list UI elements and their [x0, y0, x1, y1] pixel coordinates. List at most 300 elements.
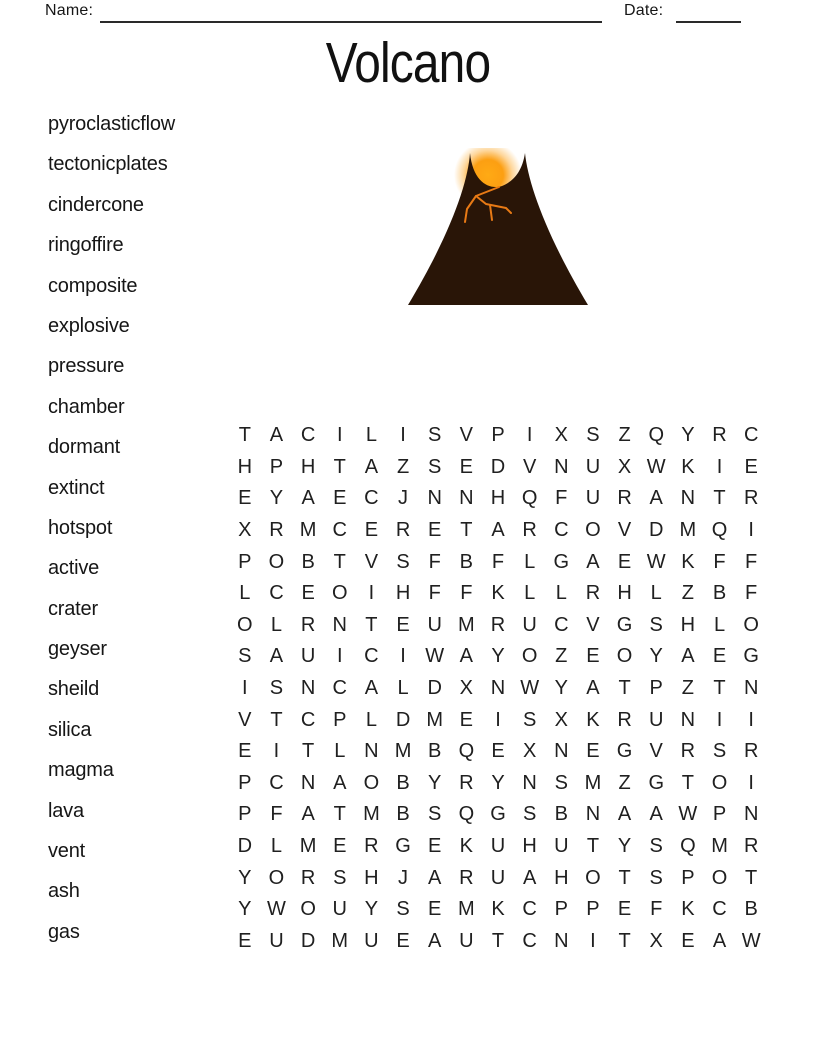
grid-cell: E — [459, 708, 474, 731]
grid-cell: R — [522, 519, 537, 542]
word-item: ash — [48, 880, 80, 903]
grid-cell: Q — [680, 834, 696, 857]
grid-cell: E — [238, 740, 252, 763]
grid-cell: N — [300, 771, 316, 794]
grid-cell: I — [716, 455, 723, 478]
grid-cell: A — [333, 771, 347, 794]
grid-cell: I — [526, 424, 533, 447]
grid-cell: Y — [238, 898, 252, 921]
grid-cell: M — [711, 834, 728, 857]
grid-cell: C — [269, 771, 284, 794]
grid-cell: U — [364, 929, 379, 952]
grid-cell: I — [400, 645, 406, 668]
grid-cell: E — [333, 487, 347, 510]
grid-cell: A — [364, 676, 379, 699]
grid-cell: H — [395, 582, 411, 605]
grid-cell: V — [617, 519, 632, 542]
grid-cell: C — [743, 424, 759, 447]
grid-cell: B — [396, 771, 410, 794]
grid-cell: S — [649, 866, 663, 889]
grid-cell: M — [363, 803, 380, 826]
grid-cell: A — [522, 866, 537, 889]
word-item: pressure — [48, 355, 125, 378]
grid-cell: Z — [396, 455, 410, 478]
word-item: pyroclasticflow — [48, 113, 176, 135]
grid-cell: A — [586, 676, 600, 699]
grid-cell: G — [395, 834, 411, 857]
grid-cell: H — [680, 613, 696, 636]
grid-cell: D — [395, 708, 411, 731]
grid-cell: R — [712, 424, 727, 447]
grid-cell: Y — [428, 771, 442, 794]
grid-cell: G — [616, 613, 633, 636]
grid-cell: R — [300, 866, 316, 889]
grid-cell: X — [554, 708, 568, 731]
grid-cell: S — [428, 455, 442, 478]
word-list — [48, 104, 175, 952]
grid-cell: P — [238, 550, 252, 573]
grid-cell: I — [336, 645, 343, 668]
grid-cell: C — [554, 613, 569, 636]
grid-cell: S — [712, 740, 727, 763]
grid-cell: W — [678, 803, 698, 826]
grid-cell: O — [711, 866, 728, 889]
grid-cell: O — [585, 866, 601, 889]
grid-cell: S — [238, 645, 252, 668]
grid-cell: F — [270, 803, 283, 826]
grid-cell: C — [554, 519, 569, 542]
grid-cell: R — [395, 519, 411, 542]
grid-cell: O — [585, 519, 601, 542]
grid-cell: S — [649, 834, 663, 857]
word-item: composite — [48, 274, 138, 297]
grid-cell: A — [617, 803, 632, 826]
grid-cell: H — [237, 455, 253, 478]
grid-cell: A — [269, 424, 284, 447]
grid-cell: N — [427, 487, 442, 510]
grid-cell: A — [428, 929, 442, 952]
grid-cell: S — [586, 424, 600, 447]
grid-cell: R — [364, 834, 379, 857]
grid-cell: C — [522, 929, 537, 952]
grid-cell: O — [711, 771, 728, 794]
word-item: dormant — [48, 436, 120, 459]
grid-cell: A — [491, 519, 505, 542]
grid-cell: E — [681, 929, 695, 952]
grid-cell: Z — [618, 424, 631, 447]
grid-cell: T — [270, 708, 283, 731]
grid-cell: R — [743, 487, 759, 510]
grid-cell: M — [299, 519, 317, 542]
grid-cell: B — [554, 803, 568, 826]
grid-cell: T — [745, 866, 758, 889]
grid-cell: I — [273, 740, 280, 763]
grid-cell: O — [743, 613, 759, 636]
grid-cell: X — [554, 424, 568, 447]
grid-cell: S — [522, 708, 537, 731]
grid-cell: E — [491, 740, 505, 763]
grid-cell: X — [238, 519, 252, 542]
grid-cell: A — [649, 803, 663, 826]
grid-cell: R — [743, 740, 759, 763]
grid-cell: Y — [649, 645, 663, 668]
word-item: tectonicplates — [48, 153, 168, 176]
grid-cell: Z — [681, 582, 694, 605]
grid-cell: O — [300, 898, 316, 921]
grid-cell: R — [585, 582, 601, 605]
grid-cell: F — [745, 550, 758, 573]
word-item: extinct — [48, 476, 105, 499]
grid-cell: L — [239, 582, 251, 605]
grid-cell: A — [681, 645, 695, 668]
grid-cell: B — [744, 898, 758, 921]
grid-cell: Q — [458, 740, 475, 763]
grid-cell: A — [712, 929, 727, 952]
grid-cell: B — [396, 803, 410, 826]
grid-cell: E — [586, 740, 600, 763]
page-title: Volcano — [325, 31, 491, 95]
grid-cell: Z — [555, 645, 568, 668]
grid-cell: C — [269, 582, 284, 605]
grid-cell: X — [459, 676, 474, 699]
grid-cell: O — [237, 613, 253, 636]
word-item: cindercone — [48, 193, 144, 216]
grid-cell: N — [554, 455, 569, 478]
word-item: magma — [48, 759, 114, 782]
grid-cell: R — [617, 487, 632, 510]
grid-cell: D — [427, 676, 442, 699]
grid-cell: I — [590, 929, 596, 952]
grid-cell: V — [459, 424, 474, 447]
grid-cell: A — [301, 803, 315, 826]
grid-cell: E — [586, 645, 600, 668]
grid-cell: L — [270, 613, 283, 636]
grid-cell: S — [428, 424, 442, 447]
word-item: geyser — [48, 638, 107, 661]
grid-cell: S — [396, 550, 410, 573]
grid-cell: W — [520, 676, 540, 699]
word-item: explosive — [48, 314, 130, 337]
grid-cell: H — [522, 834, 537, 857]
word-item: lava — [48, 799, 84, 822]
grid-cell: U — [522, 613, 537, 636]
grid-cell: E — [617, 550, 632, 573]
word-item: vent — [48, 840, 86, 863]
grid-cell: T — [618, 929, 631, 952]
grid-cell: I — [368, 582, 375, 605]
grid-cell: J — [398, 866, 409, 889]
grid-cell: L — [650, 582, 662, 605]
grid-cell: C — [712, 898, 727, 921]
grid-cell: A — [586, 550, 600, 573]
grid-cell: A — [428, 866, 442, 889]
grid-cell: U — [300, 645, 316, 668]
grid-cell: I — [495, 708, 501, 731]
grid-cell: C — [332, 676, 347, 699]
grid-cell: S — [396, 898, 410, 921]
grid-cell: E — [459, 455, 474, 478]
grid-cell: T — [713, 487, 726, 510]
grid-cell: N — [522, 771, 537, 794]
grid-cell: U — [490, 866, 506, 889]
grid-cell: G — [553, 550, 570, 573]
grid-cell: S — [269, 676, 284, 699]
grid-cell: G — [490, 803, 506, 826]
grid-cell: F — [713, 550, 726, 573]
grid-cell: E — [428, 834, 442, 857]
grid-cell: L — [365, 424, 377, 447]
grid-cell: H — [617, 582, 632, 605]
volcano-illustration — [404, 148, 592, 310]
grid-cell: N — [743, 803, 759, 826]
grid-cell: V — [586, 613, 600, 636]
grid-cell: P — [269, 455, 284, 478]
grid-cell: P — [238, 771, 252, 794]
grid-cell: N — [743, 676, 759, 699]
grid-cell: T — [302, 740, 315, 763]
grid-cell: F — [555, 487, 568, 510]
grid-cell: T — [238, 424, 251, 447]
grid-cell: W — [646, 550, 666, 573]
word-item: active — [48, 557, 100, 580]
grid-cell: M — [331, 929, 349, 952]
grid-cell: E — [238, 487, 252, 510]
grid-cell: G — [648, 771, 664, 794]
grid-cell: I — [748, 771, 754, 794]
grid-cell: T — [333, 550, 346, 573]
grid-cell: R — [459, 866, 474, 889]
grid-cell: C — [332, 519, 347, 542]
grid-cell: L — [713, 613, 726, 636]
grid-cell: B — [712, 582, 727, 605]
grid-cell: Q — [648, 424, 664, 447]
grid-cell: F — [745, 582, 758, 605]
name-label: Name: — [45, 2, 94, 19]
word-item: ringoffire — [48, 234, 124, 257]
grid-cell: E — [712, 645, 727, 668]
grid-cell: W — [741, 929, 761, 952]
grid-cell: D — [300, 929, 316, 952]
grid-cell: T — [681, 771, 694, 794]
grid-cell: N — [680, 487, 696, 510]
grid-cell: N — [332, 613, 347, 636]
grid-cell: Y — [554, 676, 568, 699]
grid-cell: X — [617, 455, 632, 478]
grid-cell: Y — [491, 645, 505, 668]
grid-cell: T — [586, 834, 600, 857]
grid-cell: S — [333, 866, 347, 889]
grid-cell: O — [363, 771, 380, 794]
grid-cell: R — [269, 519, 284, 542]
grid-cell: L — [524, 582, 536, 605]
grid-cell: T — [618, 676, 631, 699]
grid-cell: L — [365, 708, 377, 731]
grid-cell: M — [679, 519, 697, 542]
grid-cell: P — [586, 898, 600, 921]
grid-cell: O — [616, 645, 633, 668]
grid-cell: V — [364, 550, 379, 573]
grid-cell: U — [427, 613, 442, 636]
grid-cell: A — [301, 487, 315, 510]
grid-cell: L — [555, 582, 567, 605]
grid-cell: C — [364, 487, 379, 510]
grid-cell: K — [491, 898, 505, 921]
grid-cell: H — [364, 866, 379, 889]
grid-cell: N — [490, 676, 506, 699]
grid-cell: T — [713, 676, 726, 699]
grid-cell: W — [425, 645, 445, 668]
grid-cell: U — [269, 929, 284, 952]
grid-cell: K — [459, 834, 474, 857]
date-fill-line[interactable] — [676, 0, 741, 23]
grid-cell: L — [334, 740, 346, 763]
grid-cell: T — [333, 455, 346, 478]
grid-cell: T — [333, 803, 346, 826]
grid-cell: E — [396, 929, 410, 952]
grid-cell: E — [333, 834, 347, 857]
grid-cell: M — [458, 613, 475, 636]
grid-cell: N — [680, 708, 696, 731]
grid-cell: Y — [681, 424, 695, 447]
grid-cell: O — [521, 645, 538, 668]
grid-cell: P — [333, 708, 347, 731]
grid-cell: J — [398, 487, 409, 510]
grid-cell: S — [649, 613, 663, 636]
name-fill-line[interactable] — [100, 0, 602, 23]
grid-cell: F — [650, 898, 663, 921]
grid-cell: Q — [458, 803, 475, 826]
grid-cell: B — [301, 550, 315, 573]
grid-cell: V — [238, 708, 252, 731]
grid-cell: N — [554, 740, 569, 763]
grid-cell: E — [744, 455, 758, 478]
grid-cell: Q — [711, 519, 728, 542]
grid-cell: Y — [491, 771, 505, 794]
word-item: silica — [48, 718, 92, 741]
grid-cell: G — [616, 740, 633, 763]
grid-cell: H — [554, 866, 569, 889]
grid-cell: C — [300, 708, 316, 731]
grid-cell: M — [458, 898, 475, 921]
grid-cell: B — [459, 550, 474, 573]
grid-cell: E — [617, 898, 632, 921]
grid-cell: Z — [618, 771, 631, 794]
grid-cell: F — [428, 582, 441, 605]
grid-cell: E — [428, 519, 442, 542]
grid-cell: B — [428, 740, 442, 763]
grid-cell: I — [400, 424, 406, 447]
word-item: sheild — [48, 678, 100, 701]
word-item: hotspot — [48, 516, 113, 539]
grid-cell: I — [748, 708, 754, 731]
grid-cell: L — [524, 550, 536, 573]
grid-cell: N — [459, 487, 474, 510]
grid-cell: R — [617, 708, 632, 731]
grid-cell: I — [748, 519, 754, 542]
grid-cell: T — [365, 613, 378, 636]
grid-cell: I — [336, 424, 343, 447]
grid-cell: K — [681, 898, 695, 921]
grid-cell: Y — [238, 866, 252, 889]
grid-cell: V — [522, 455, 537, 478]
grid-cell: D — [237, 834, 253, 857]
grid-cell: Z — [681, 676, 694, 699]
grid-cell: F — [428, 550, 441, 573]
grid-cell: K — [586, 708, 600, 731]
grid-cell: U — [332, 898, 347, 921]
grid-cell: U — [585, 487, 601, 510]
grid-cell: Y — [617, 834, 632, 857]
grid-cell: N — [300, 676, 316, 699]
grid-cell: P — [681, 866, 695, 889]
grid-cell: T — [460, 519, 473, 542]
grid-cell: P — [491, 424, 505, 447]
grid-cell: X — [522, 740, 537, 763]
grid-cell: R — [680, 740, 696, 763]
grid-cell: W — [267, 898, 286, 921]
grid-cell: T — [618, 866, 631, 889]
grid-cell: E — [301, 582, 315, 605]
grid-cell: H — [300, 455, 316, 478]
volcano-svg — [404, 148, 592, 310]
grid-cell: F — [491, 550, 505, 573]
grid-cell: S — [554, 771, 568, 794]
grid-cell: Q — [521, 487, 538, 510]
grid-cell: C — [522, 898, 537, 921]
grid-cell: M — [584, 771, 602, 794]
grid-cell: I — [716, 708, 723, 731]
grid-cell: S — [428, 803, 442, 826]
grid-cell: K — [491, 582, 505, 605]
grid-cell: D — [649, 519, 664, 542]
grid-cell: M — [394, 740, 412, 763]
grid-cell: E — [396, 613, 410, 636]
grid-cell: P — [649, 676, 663, 699]
grid-cell: U — [459, 929, 474, 952]
grid-cell: Y — [364, 898, 379, 921]
grid-cell: R — [459, 771, 474, 794]
grid-cell: A — [459, 645, 474, 668]
grid-cell: A — [364, 455, 379, 478]
grid-cell: V — [649, 740, 663, 763]
grid-cell: X — [649, 929, 663, 952]
grid-cell: A — [269, 645, 284, 668]
word-item: chamber — [48, 395, 125, 418]
grid-cell: Y — [269, 487, 284, 510]
date-label: Date: — [624, 2, 664, 19]
grid-cell: E — [364, 519, 379, 542]
grid-cell: N — [585, 803, 601, 826]
grid-cell: O — [331, 582, 348, 605]
grid-cell: O — [268, 866, 285, 889]
grid-cell: K — [681, 550, 695, 573]
grid-cell: N — [554, 929, 569, 952]
grid-cell: A — [649, 487, 663, 510]
grid-cell: M — [426, 708, 444, 731]
word-item: gas — [48, 920, 80, 943]
grid-cell: L — [270, 834, 283, 857]
grid-cell: U — [490, 834, 506, 857]
grid-cell: C — [364, 645, 379, 668]
grid-cell: H — [490, 487, 506, 510]
grid-cell: T — [491, 929, 505, 952]
grid-cell: R — [300, 613, 316, 636]
grid-cell: U — [649, 708, 664, 731]
grid-cell: U — [585, 455, 601, 478]
grid-cell: C — [300, 424, 316, 447]
grid-cell: N — [364, 740, 379, 763]
grid-cell: K — [681, 455, 695, 478]
